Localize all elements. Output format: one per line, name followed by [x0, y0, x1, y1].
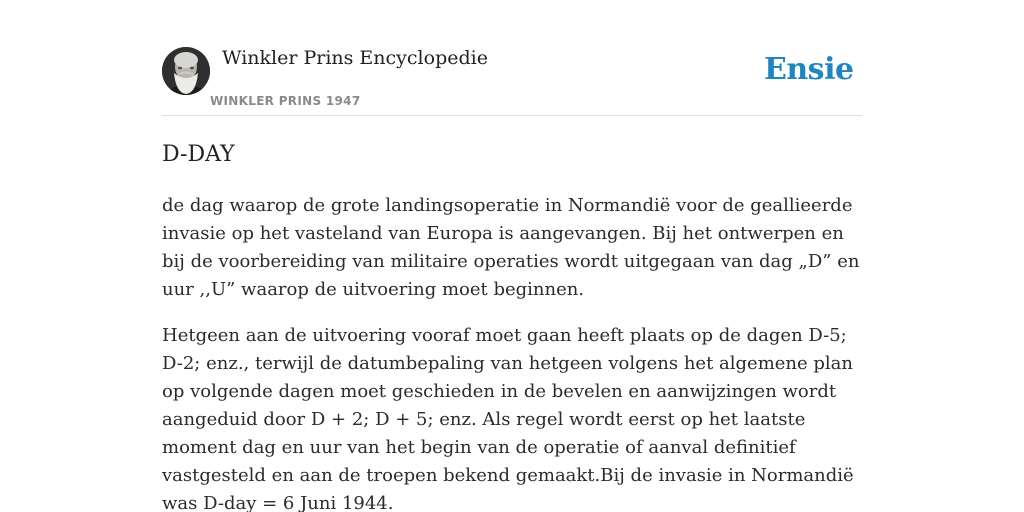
header-divider: [162, 115, 862, 116]
article-body: [162, 192, 864, 512]
brand-logo-link[interactable]: Ensie: [764, 52, 854, 87]
source-subtitle[interactable]: WINKLER PRINS 1947: [210, 94, 361, 108]
article-title: D-DAY: [162, 142, 235, 167]
article-paragraph: de dag waarop de grote landingsoperatie in Normandië voor de geallieerde invasie op het vasteland van Europa is aangevangen. Bij het ontwerpen en bij de voorbereiding van militaire operaties wordt uitgegaan van dag „D” en uur ,,U” waarop de uitvoering moet beginnen.: [162, 195, 860, 300]
article-paragraph: Hetgeen aan de uitvoering vooraf moet gaan heeft plaats op de dagen D-5; D-2; enz., terwijl de datumbepaling van hetgeen volgens het algemene plan op volgende dagen moet geschieden in de bevelen en aanwijzingen wordt aangeduid door D + 2; D + 5; enz. Als regel wordt eerst op het laatste moment dag en uur van het begin van de operatie of aanval definitief vastgesteld en aan de troepen bekend gemaakt.Bij de invasie in Normandië was D-day = 6 Juni 1944.: [162, 325, 854, 512]
bearded-man-portrait-icon[interactable]: [162, 47, 210, 95]
source-title[interactable]: Winkler Prins Encyclopedie: [222, 47, 488, 69]
